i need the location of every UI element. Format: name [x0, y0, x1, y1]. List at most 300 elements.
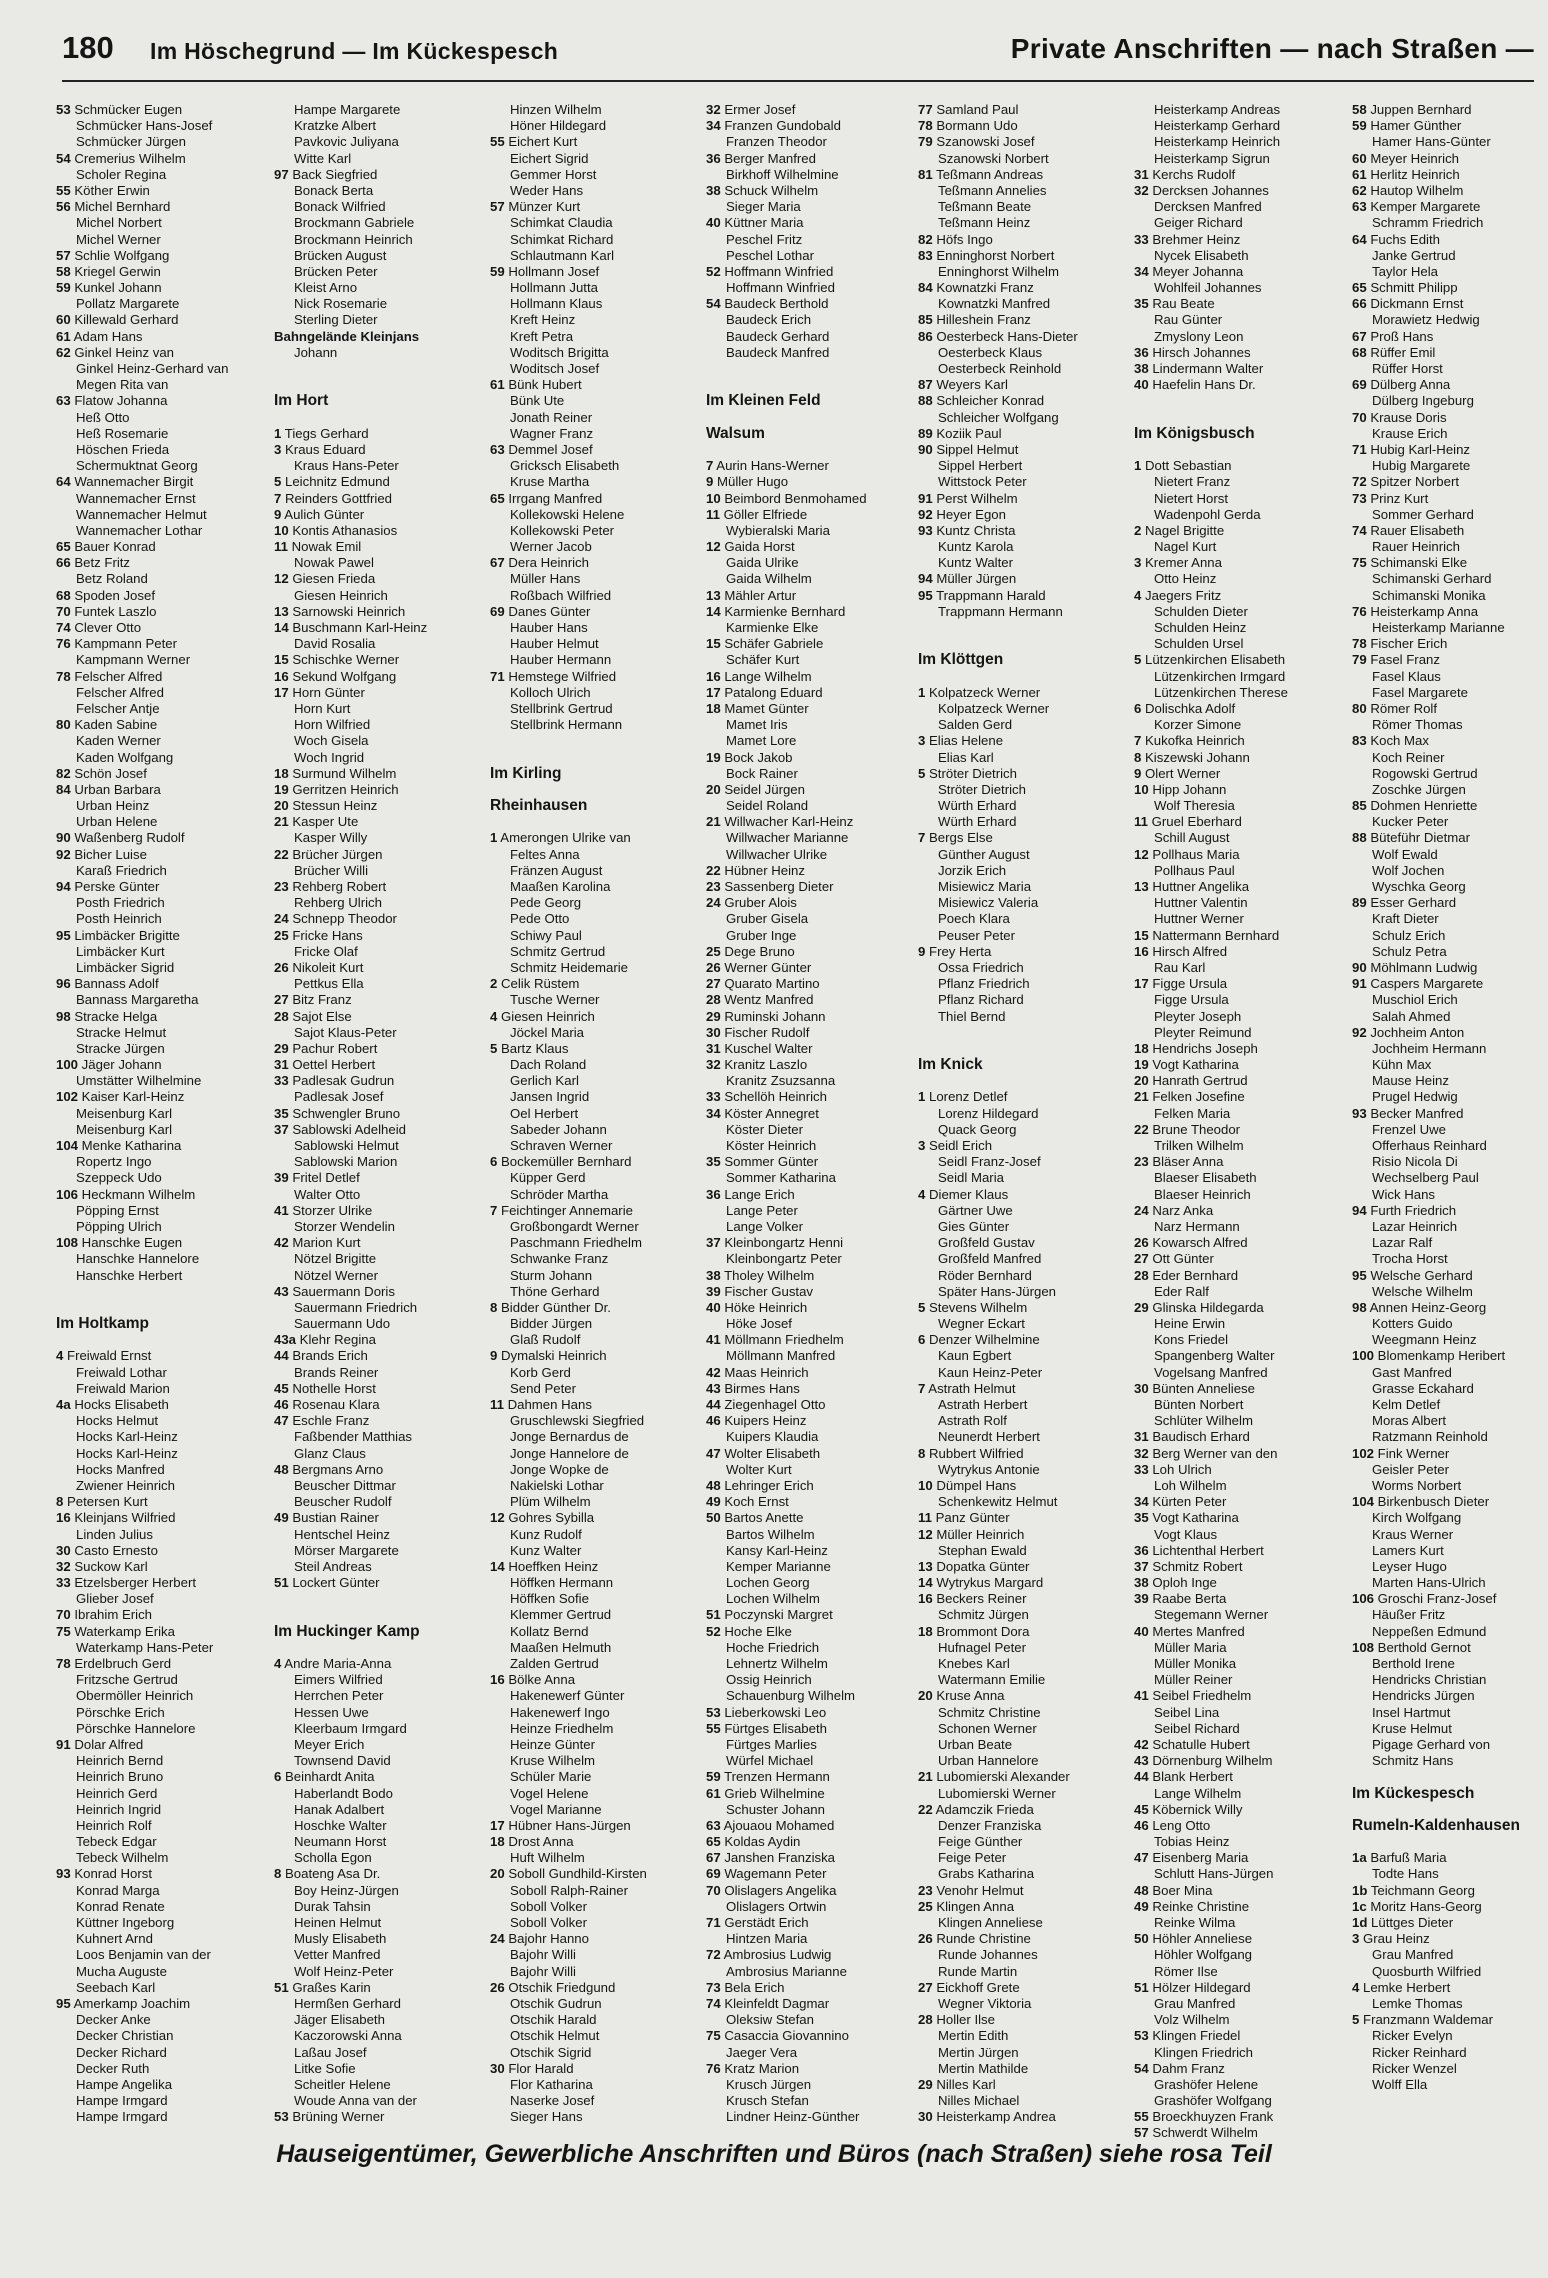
house-entry: 4 Freiwald Ernst — [56, 1348, 152, 1364]
house-entry: 7 Feichtinger Annemarie — [490, 1202, 633, 1218]
resident-entry: Baudeck Erich — [726, 312, 812, 328]
resident-entry: Bünten Norbert — [1154, 1397, 1244, 1412]
resident-entry: Tebeck Wilhelm — [76, 1850, 169, 1866]
house-number: 8 — [274, 1866, 282, 1882]
house-entry: 59 Trenzen Hermann — [706, 1769, 830, 1785]
house-number: 65 — [706, 1834, 721, 1850]
house-number: 45 — [274, 1380, 289, 1396]
house-entry: 66 Betz Fritz — [56, 555, 131, 571]
resident-entry: Wegner Eckart — [938, 1316, 1025, 1332]
resident-entry: Rau Günter — [1154, 312, 1223, 328]
house-number: 36 — [1134, 344, 1149, 360]
resident-entry: Jansen Ingrid — [510, 1089, 590, 1105]
house-number: 53 — [1134, 2028, 1149, 2044]
resident-entry: Klingen Anneliese — [938, 1915, 1043, 1930]
spacer — [490, 750, 647, 766]
house-number: 23 — [918, 1882, 933, 1898]
resident-entry: Betz Roland — [76, 571, 148, 587]
resident-entry: Wegner Viktoria — [938, 1995, 1032, 2011]
resident-entry: Wolf Theresia — [1154, 798, 1235, 814]
house-number: 69 — [1352, 377, 1367, 393]
resident-entry: Nycek Elisabeth — [1154, 247, 1249, 263]
resident-entry: Möllmann Manfred — [726, 1348, 836, 1364]
house-entry: 21 Kasper Ute — [274, 814, 359, 830]
house-number: 58 — [1352, 102, 1367, 117]
house-number: 85 — [1352, 798, 1367, 814]
resident-entry: Köster Heinrich — [726, 1138, 817, 1153]
house-entry: 15 Schischke Werner — [274, 652, 400, 668]
house-entry: 20 Hanrath Gertrud — [1134, 1073, 1248, 1089]
spacer — [56, 1300, 228, 1316]
house-entry: 42 Schatulle Hubert — [1134, 1736, 1250, 1752]
resident-entry: Wadenpohl Gerda — [1154, 506, 1261, 522]
resident-entry: Gärtner Uwe — [938, 1202, 1013, 1218]
house-entry: 78 Bormann Udo — [918, 118, 1018, 134]
house-entry: 95 Welsche Gerhard — [1352, 1267, 1473, 1283]
resident-entry: Tusche Werner — [510, 992, 600, 1008]
resident-entry: Volz Wilhelm — [1154, 2012, 1230, 2028]
house-number: 49 — [706, 1494, 721, 1510]
resident-entry: Schermuktnat Georg — [76, 458, 198, 474]
house-number: 59 — [706, 1769, 721, 1785]
house-number: 16 — [56, 1510, 71, 1526]
resident-entry: Bidder Jürgen — [510, 1316, 593, 1332]
resident-entry: Szanowski Norbert — [938, 150, 1049, 166]
spacer — [918, 669, 1078, 685]
house-entry: 24 Schnepp Theodor — [274, 911, 397, 927]
resident-entry: Heinze Günter — [510, 1736, 596, 1752]
house-number: 61 — [706, 1785, 721, 1801]
house-number: 46 — [1134, 1817, 1149, 1833]
resident-entry: Witte Karl — [294, 150, 352, 166]
house-entry: 51 Lockert Günter — [274, 1575, 380, 1591]
house-number: 18 — [1134, 1040, 1149, 1056]
house-number: 83 — [1352, 733, 1367, 749]
resident-entry: Heinen Helmut — [294, 1915, 382, 1930]
resident-entry: Höffken Sofie — [510, 1591, 589, 1607]
resident-entry: Giesen Heinrich — [294, 587, 388, 603]
house-number: 47 — [274, 1413, 289, 1429]
house-number: 29 — [1134, 1299, 1149, 1315]
house-entry: 26 Nikoleit Kurt — [274, 959, 364, 975]
resident-entry: Olislagers Ortwin — [726, 1898, 827, 1914]
house-entry: 85 Hilleshein Franz — [918, 312, 1031, 328]
house-number: 27 — [918, 1979, 933, 1995]
resident-entry: Astrath Herbert — [938, 1397, 1028, 1412]
street-heading: Im Hort — [274, 392, 329, 410]
house-number: 38 — [1134, 1575, 1149, 1591]
resident-entry: Gast Manfred — [1372, 1364, 1452, 1380]
house-number: 2 — [1134, 522, 1142, 538]
resident-entry: Bajohr Willi — [510, 1947, 576, 1963]
resident-entry: Schraven Werner — [510, 1138, 613, 1153]
house-number: 49 — [1134, 1898, 1149, 1914]
house-entry: 68 Spoden Josef — [56, 587, 155, 603]
resident-entry: Hentschel Heinz — [294, 1526, 391, 1542]
resident-entry: Günther August — [938, 846, 1030, 862]
house-number: 41 — [274, 1202, 289, 1218]
house-number: 67 — [706, 1850, 721, 1866]
resident-entry: Durak Tahsin — [294, 1898, 371, 1914]
house-entry: 17 Figge Ursula — [1134, 976, 1228, 992]
resident-entry: Figge Ursula — [1154, 992, 1229, 1008]
resident-entry: Astrath Rolf — [938, 1413, 1007, 1429]
house-entry: 100 Jäger Johann — [56, 1057, 162, 1073]
resident-entry: Stracke Helmut — [76, 1024, 167, 1040]
house-number: 50 — [706, 1510, 721, 1526]
house-number: 57 — [490, 199, 505, 215]
house-entry: 54 Dahm Franz — [1134, 2060, 1225, 2076]
house-number: 95 — [918, 587, 933, 603]
resident-entry: Zoschke Jürgen — [1372, 781, 1466, 797]
house-number: 50 — [1134, 1931, 1149, 1947]
running-head-left: Im Höschegrund — Im Kückespesch — [150, 38, 559, 64]
house-entry: 3 Kraus Eduard — [274, 441, 366, 457]
resident-entry: Küpper Gerd — [510, 1170, 586, 1186]
house-number: 10 — [706, 490, 721, 506]
house-number: 5 — [918, 1299, 926, 1315]
house-number: 63 — [1352, 199, 1367, 215]
resident-entry: Schleicher Wolfgang — [938, 409, 1059, 425]
house-number: 26 — [706, 959, 721, 975]
resident-entry: Mertin Edith — [938, 2028, 1009, 2044]
resident-entry: Hocks Helmut — [76, 1413, 159, 1429]
resident-entry: Freiwald Lothar — [76, 1364, 167, 1380]
resident-entry: Wolff Ella — [1372, 2076, 1428, 2092]
house-number: 32 — [706, 1057, 721, 1073]
house-number: 102 — [1352, 1445, 1375, 1461]
house-number: 19 — [274, 781, 289, 797]
resident-entry: Gaida Ulrike — [726, 555, 799, 571]
house-number: 32 — [1134, 182, 1149, 198]
house-entry: 6 Denzer Wilhelmine — [918, 1332, 1040, 1348]
house-entry: 36 Hirsch Johannes — [1134, 344, 1251, 360]
resident-entry: Kuhnert Arnd — [76, 1931, 153, 1947]
street-heading: Im Königsbusch — [1134, 424, 1255, 442]
house-entry: 83 Enninghorst Norbert — [918, 247, 1055, 263]
resident-entry: Kreft Heinz — [510, 312, 576, 328]
street-heading: Im Klöttgen — [918, 651, 1004, 669]
house-number: 55 — [706, 1720, 721, 1736]
house-number: 1a — [1352, 1850, 1367, 1866]
resident-entry: Haberlandt Bodo — [294, 1785, 393, 1801]
resident-entry: Vogel Marianne — [510, 1801, 602, 1817]
house-entry: 4 Diemer Klaus — [918, 1186, 1009, 1202]
house-number: 10 — [918, 1477, 933, 1493]
resident-entry: Tebeck Edgar — [76, 1834, 157, 1850]
resident-entry: Faßbender Matthias — [294, 1429, 413, 1445]
resident-entry: Decker Richard — [76, 2044, 167, 2060]
house-number: 35 — [1134, 1510, 1149, 1526]
resident-entry: Kaun Egbert — [938, 1348, 1012, 1364]
house-entry: 51 Graßes Karin — [274, 1979, 371, 1995]
house-entry: 47 Wolter Elisabeth — [706, 1445, 821, 1461]
house-entry: 83 Koch Max — [1352, 733, 1429, 749]
house-number: 94 — [918, 571, 933, 587]
resident-entry: Heß Otto — [76, 409, 130, 425]
house-entry: 21 Felken Josefine — [1134, 1089, 1245, 1105]
resident-entry: Römer Thomas — [1372, 717, 1463, 733]
resident-entry: David Rosalia — [294, 636, 376, 652]
resident-entry: Willwacher Marianne — [726, 830, 849, 846]
resident-entry: Pollatz Margarete — [76, 296, 180, 312]
resident-entry: Gruber Inge — [726, 927, 797, 943]
house-entry: 61 Bünk Hubert — [490, 377, 582, 393]
house-number: 40 — [706, 1299, 721, 1315]
resident-entry: Musly Elisabeth — [294, 1931, 387, 1947]
resident-entry: Worms Norbert — [1372, 1477, 1462, 1493]
house-number: 91 — [918, 490, 933, 506]
resident-entry: Beuscher Rudolf — [294, 1494, 392, 1510]
resident-entry: Rüffer Horst — [1372, 361, 1443, 376]
resident-entry: Pede Otto — [510, 911, 570, 927]
resident-entry: Bünk Ute — [510, 393, 565, 409]
house-number: 14 — [918, 1575, 933, 1591]
resident-entry: Sturm Johann — [510, 1267, 593, 1283]
house-number: 59 — [56, 280, 71, 296]
house-number: 7 — [274, 490, 282, 506]
house-number: 15 — [1134, 927, 1149, 943]
spacer — [1134, 393, 1288, 409]
house-entry: 106 Heckmann Wilhelm — [56, 1186, 196, 1202]
resident-entry: Teßmann Annelies — [938, 182, 1047, 198]
resident-entry: Kaden Werner — [76, 733, 161, 749]
house-entry: 30 Heisterkamp Andrea — [918, 2109, 1056, 2125]
house-number: 51 — [274, 1979, 289, 1995]
house-entry: 43 Dörnenburg Wilhelm — [1134, 1753, 1273, 1769]
house-number: 2 — [490, 976, 498, 992]
resident-entry: Paschmann Friedhelm — [510, 1235, 642, 1251]
resident-entry: Eder Ralf — [1154, 1283, 1209, 1299]
house-number: 4 — [56, 1348, 64, 1364]
street-heading: Im Kleinen Feld — [706, 392, 821, 410]
resident-entry: Kuipers Klaudia — [726, 1429, 819, 1445]
house-entry: 21 Lubomierski Alexander — [918, 1769, 1070, 1785]
house-number: 83 — [918, 247, 933, 263]
house-entry: 54 Cremerius Wilhelm — [56, 150, 186, 166]
house-entry: 1 Dott Sebastian — [1134, 458, 1232, 474]
house-number: 15 — [274, 652, 289, 668]
house-number: 76 — [56, 636, 71, 652]
resident-entry: Jaeger Vera — [726, 2044, 798, 2060]
resident-entry: Schimanski Monika — [1372, 587, 1486, 603]
resident-entry: Krause Erich — [1372, 425, 1448, 441]
house-number: 48 — [1134, 1882, 1149, 1898]
spacer — [274, 1591, 427, 1607]
resident-entry: Felken Maria — [1154, 1105, 1231, 1121]
house-entry: 70 Ibrahim Erich — [56, 1607, 153, 1623]
resident-entry: Hamer Hans-Günter — [1372, 134, 1491, 150]
house-entry: 7 Kukofka Heinrich — [1134, 733, 1245, 749]
house-entry: 6 Bockemüller Bernhard — [490, 1154, 632, 1170]
house-entry: 32 Ermer Josef — [706, 102, 796, 117]
resident-entry: Stellbrink Hermann — [510, 717, 623, 733]
resident-entry: Nötzel Werner — [294, 1267, 379, 1283]
house-number: 108 — [56, 1235, 79, 1251]
house-entry: 62 Ginkel Heinz van — [56, 344, 175, 360]
house-number: 42 — [1134, 1736, 1149, 1752]
house-number: 38 — [706, 1267, 721, 1283]
house-number: 100 — [56, 1057, 79, 1073]
house-entry: 17 Hübner Hans-Jürgen — [490, 1817, 631, 1833]
house-entry: 46 Leng Otto — [1134, 1817, 1211, 1833]
resident-entry: Mertin Mathilde — [938, 2060, 1029, 2076]
resident-entry: Oleksiw Stefan — [726, 2012, 814, 2028]
resident-entry: Dercksen Manfred — [1154, 199, 1262, 215]
spacer — [918, 636, 1078, 652]
resident-entry: Risio Nicola Di — [1372, 1154, 1458, 1170]
house-number: 18 — [490, 1834, 505, 1850]
house-entry: 45 Köbernick Willy — [1134, 1801, 1243, 1817]
house-entry: 43 Birmes Hans — [706, 1380, 800, 1396]
house-entry: 16 Kleinjans Wilfried — [56, 1510, 176, 1526]
house-number: 94 — [1352, 1202, 1367, 1218]
house-number: 65 — [1352, 280, 1367, 296]
resident-entry: Höner Hildegard — [510, 118, 607, 134]
house-entry: 54 Baudeck Berthold — [706, 296, 829, 312]
house-entry: 59 Hamer Günther — [1352, 118, 1462, 134]
spacer — [274, 1607, 427, 1623]
house-entry: 60 Meyer Heinrich — [1352, 150, 1460, 166]
house-entry: 78 Erdelbruch Gerd — [56, 1656, 172, 1671]
resident-entry: Hessen Uwe — [294, 1704, 369, 1720]
resident-entry: Feige Günther — [938, 1834, 1023, 1850]
resident-entry: Seidl Maria — [938, 1170, 1004, 1186]
house-entry: 79 Fasel Franz — [1352, 652, 1440, 668]
resident-entry: Ströter Dietrich — [938, 781, 1026, 797]
house-entry: 41 Storzer Ulrike — [274, 1202, 373, 1218]
spacer — [1352, 1802, 1520, 1818]
resident-entry: Wittstock Peter — [938, 474, 1027, 490]
house-number: 28 — [918, 2012, 933, 2028]
house-number: 62 — [1352, 182, 1367, 198]
house-number: 84 — [56, 781, 71, 797]
house-number: 102 — [56, 1089, 79, 1105]
house-number: 28 — [1134, 1267, 1149, 1283]
resident-entry: Umstätter Wilhelmine — [76, 1073, 202, 1089]
house-number: 38 — [1134, 361, 1149, 376]
resident-entry: Rau Karl — [1154, 959, 1206, 975]
resident-entry: Woditsch Brigitta — [510, 344, 609, 360]
resident-entry: Woditsch Josef — [510, 361, 600, 376]
house-entry: 34 Kürten Peter — [1134, 1494, 1227, 1510]
house-entry: 90 Waßenberg Rudolf — [56, 830, 185, 846]
house-number: 44 — [706, 1397, 721, 1412]
resident-entry: Pavkovic Juliyana — [294, 134, 399, 150]
house-entry: 40 Haefelin Hans Dr. — [1134, 377, 1256, 393]
house-number: 23 — [274, 879, 289, 894]
resident-entry: Krusch Stefan — [726, 2093, 809, 2109]
house-entry: 55 Köther Erwin — [56, 182, 150, 198]
house-entry: 5 Bartz Klaus — [490, 1040, 569, 1056]
house-entry: 23 Venohr Helmut — [918, 1882, 1024, 1898]
house-entry: 48 Boer Mina — [1134, 1882, 1213, 1898]
house-entry: 7 Bergs Else — [918, 830, 993, 846]
house-entry: 25 Fricke Hans — [274, 927, 363, 943]
resident-entry: Seidel Roland — [726, 798, 809, 814]
resident-entry: Muschiol Erich — [1372, 992, 1458, 1008]
resident-entry: Meisenburg Karl — [76, 1105, 173, 1121]
house-number: 4 — [1134, 587, 1142, 603]
resident-entry: Köster Dieter — [726, 1121, 803, 1137]
house-entry: 100 Blomenkamp Heribert — [1352, 1348, 1506, 1364]
spacer — [490, 782, 647, 798]
resident-entry: Schulden Dieter — [1154, 603, 1248, 619]
resident-entry: Kansy Karl-Heinz — [726, 1542, 828, 1558]
house-entry: 97 Back Siegfried — [274, 166, 378, 182]
spacer — [490, 733, 647, 749]
resident-entry: Gricksch Elisabeth — [510, 458, 620, 474]
spacer — [1352, 1769, 1520, 1785]
resident-entry: Poech Klara — [938, 911, 1010, 927]
resident-entry: Felscher Antje — [76, 700, 160, 716]
house-number: 4 — [1352, 1979, 1360, 1995]
house-number: 6 — [918, 1332, 926, 1348]
resident-entry: Weegmann Heinz — [1372, 1332, 1477, 1348]
house-entry: 14 Buschmann Karl-Heinz — [274, 620, 428, 635]
house-number: 26 — [918, 1931, 933, 1947]
house-entry: 44 Blank Herbert — [1134, 1769, 1233, 1785]
resident-entry: Hollmann Jutta — [510, 280, 598, 296]
house-number: 51 — [1134, 1979, 1149, 1995]
resident-entry: Lazar Heinrich — [1372, 1218, 1458, 1234]
spacer — [706, 410, 867, 426]
house-entry: 80 Römer Rolf — [1352, 700, 1438, 716]
house-number: 78 — [56, 1656, 71, 1671]
resident-entry: Heß Rosemarie — [76, 425, 169, 441]
house-entry: 25 Dege Bruno — [706, 943, 795, 959]
resident-entry: Geiger Richard — [1154, 215, 1243, 231]
house-entry: 61 Grieb Wilhelmine — [706, 1785, 825, 1801]
house-entry: 65 Koldas Aydin — [706, 1834, 801, 1850]
house-entry: 12 Gaida Horst — [706, 539, 795, 555]
house-number: 71 — [706, 1915, 721, 1930]
resident-entry: Vogt Klaus — [1154, 1526, 1218, 1542]
house-entry: 90 Möhlmann Ludwig — [1352, 959, 1478, 975]
house-number: 68 — [1352, 344, 1367, 360]
house-entry: 11 Nowak Emil — [274, 539, 362, 555]
spacer — [274, 1640, 427, 1656]
house-number: 54 — [706, 296, 721, 312]
house-entry: 67 Proß Hans — [1352, 328, 1434, 344]
resident-entry: Brücken Peter — [294, 263, 378, 279]
resident-entry: Schmücker Jürgen — [76, 134, 186, 150]
resident-entry: Pflanz Richard — [938, 992, 1024, 1008]
house-entry: 6 Dolischka Adolf — [1134, 700, 1236, 716]
house-entry: 14 Wytrykus Margard — [918, 1575, 1044, 1591]
resident-entry: Schuster Johann — [726, 1801, 825, 1817]
resident-entry: Mause Heinz — [1372, 1073, 1449, 1089]
resident-entry: Teßmann Heinz — [938, 215, 1031, 231]
house-entry: 74 Clever Otto — [56, 620, 142, 635]
house-number: 36 — [706, 150, 721, 166]
house-entry: 5 Franzmann Waldemar — [1352, 2012, 1493, 2028]
house-entry: 76 Heisterkamp Anna — [1352, 603, 1479, 619]
house-entry: 24 Gruber Alois — [706, 895, 797, 911]
house-number: 1 — [274, 425, 282, 441]
house-entry: 95 Limbäcker Brigitte — [56, 927, 180, 943]
resident-entry: Hoche Friedrich — [726, 1639, 820, 1655]
directory-column-6 — [1134, 102, 1288, 2142]
house-number: 6 — [490, 1154, 498, 1170]
resident-entry: Sommer Katharina — [726, 1170, 836, 1186]
header-rule — [62, 80, 1534, 82]
resident-entry: Pollhaus Paul — [1154, 862, 1235, 878]
resident-entry: Nietert Franz — [1154, 474, 1231, 490]
house-number: 19 — [706, 749, 721, 765]
house-entry: 74 Kleinfeldt Dagmar — [706, 1995, 830, 2011]
house-entry: 69 Dülberg Anna — [1352, 377, 1451, 393]
